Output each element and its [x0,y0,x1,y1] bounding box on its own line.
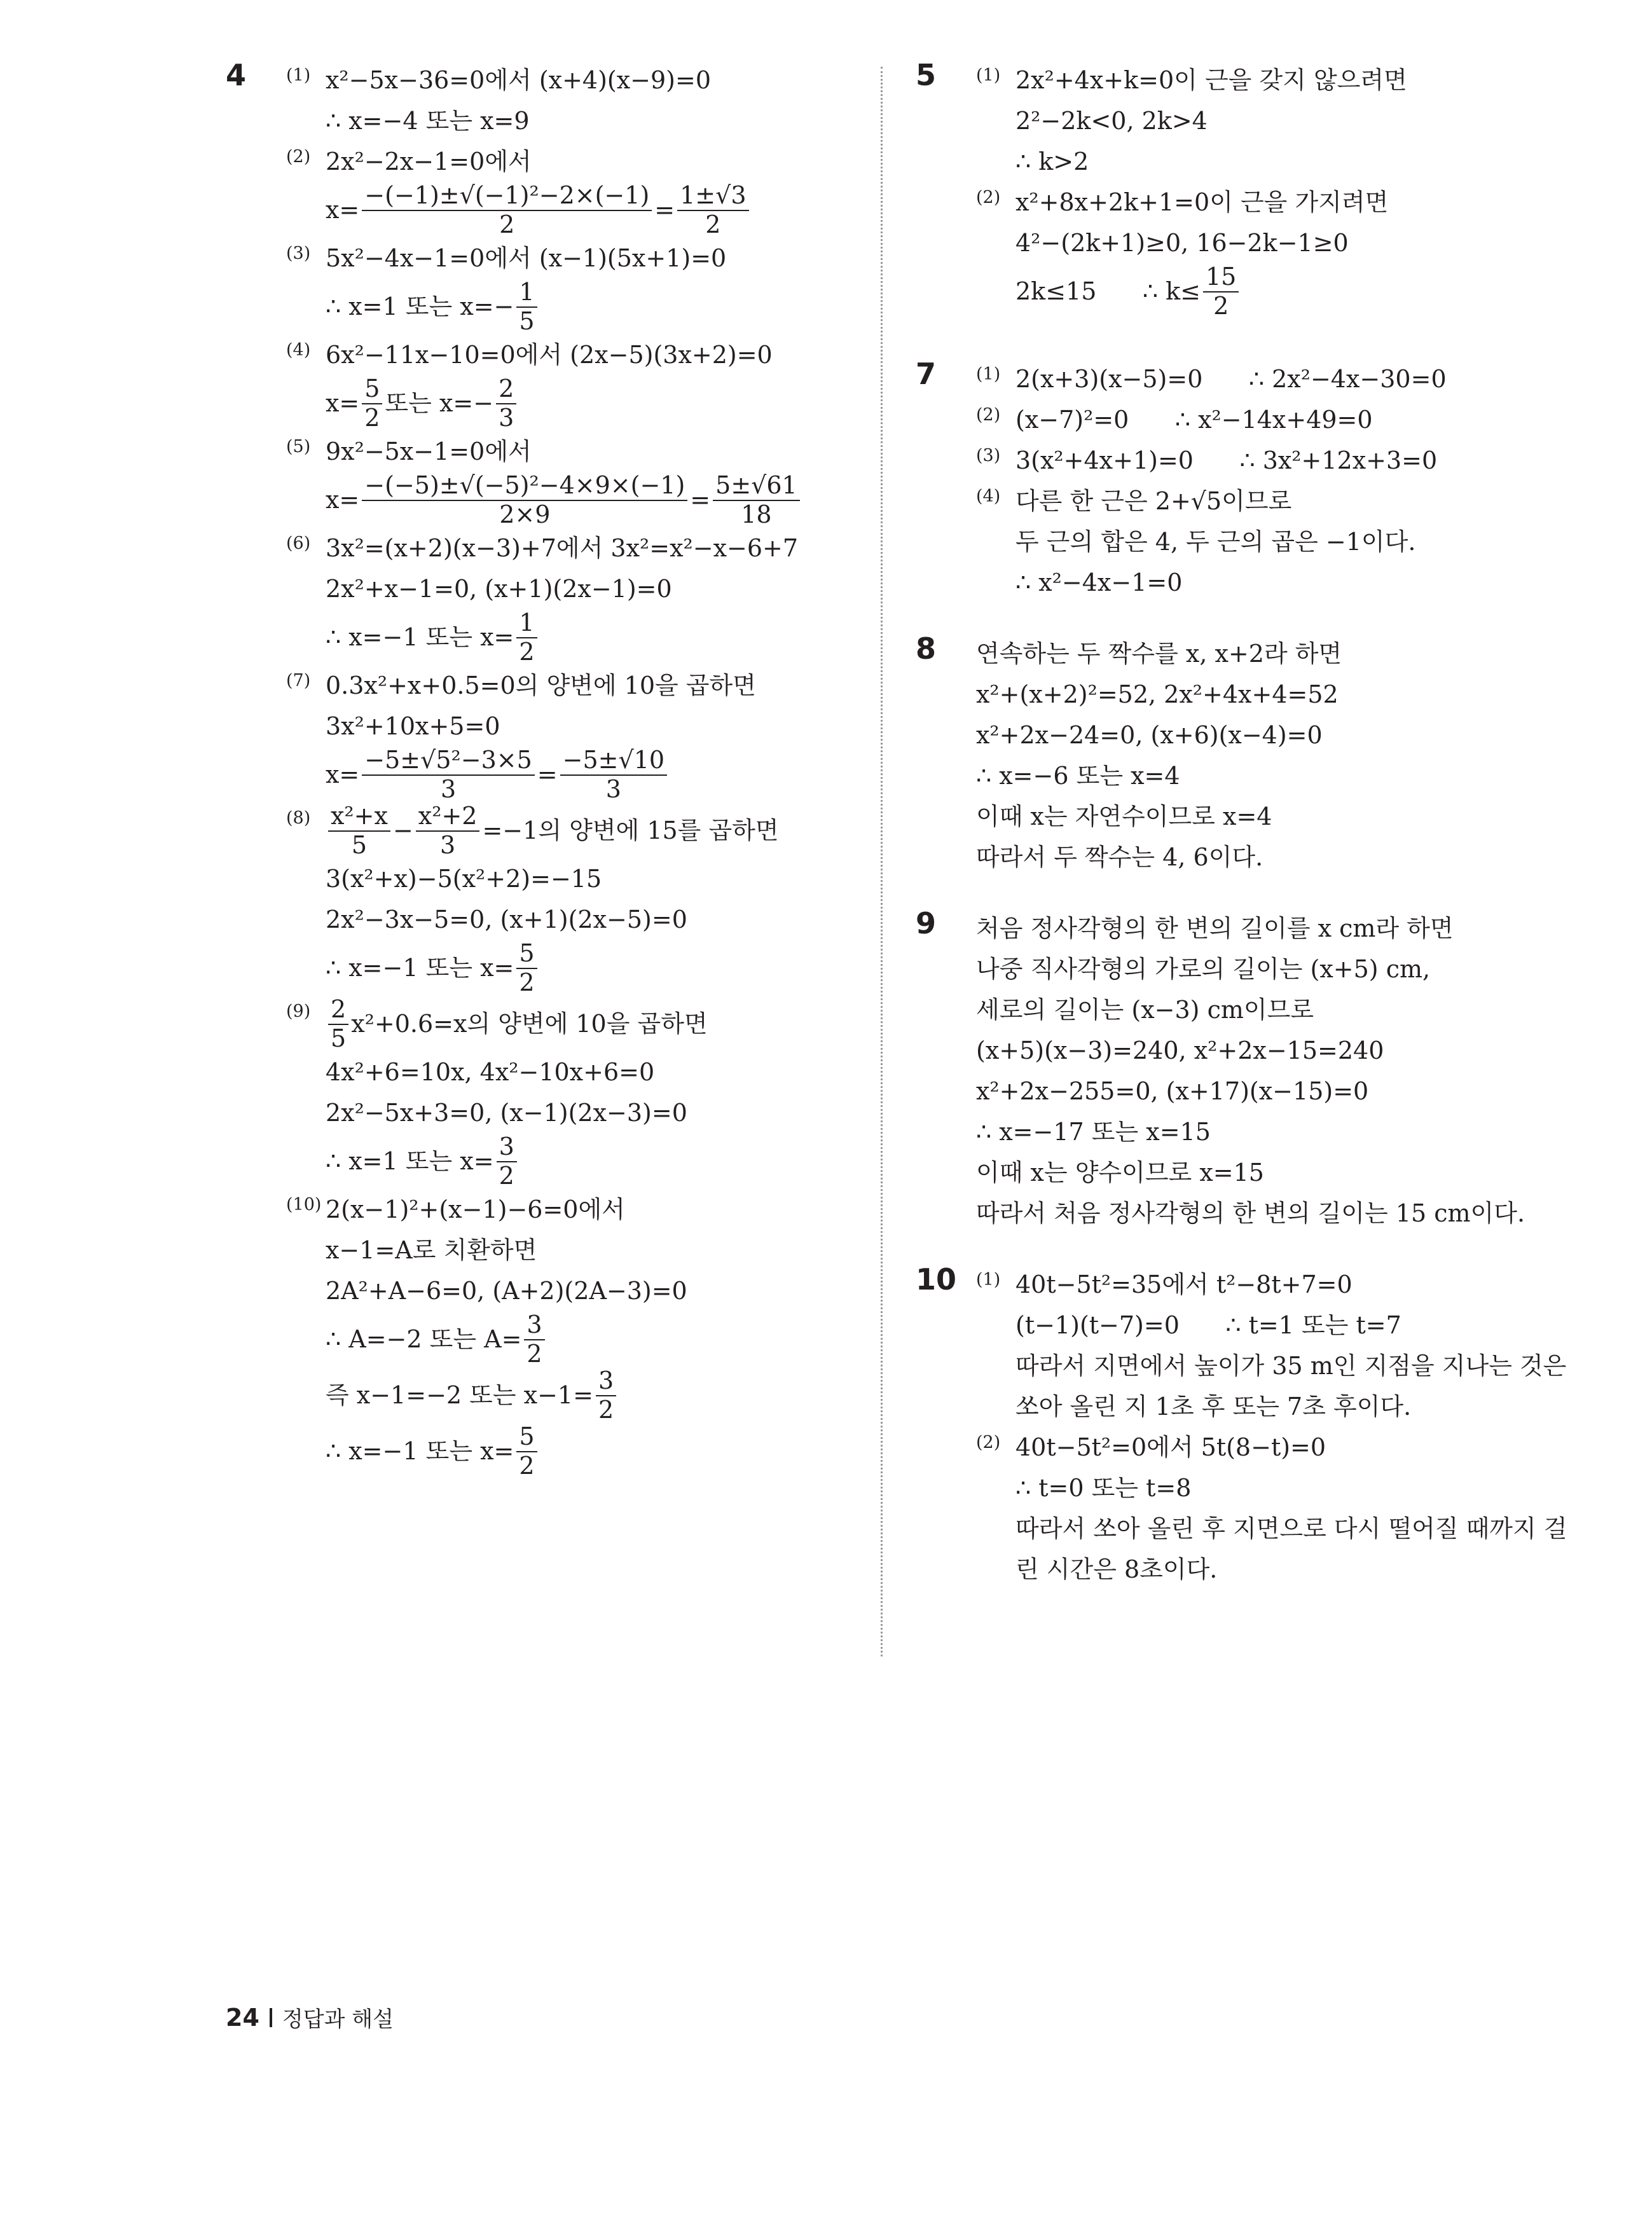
part-label: (6) [286,533,311,553]
solution-line: 이때 x는 양수이므로 x=15 [976,1159,1264,1187]
denominator: 3 [440,775,457,803]
fraction-line [286,182,849,238]
equation-text: − [392,816,413,845]
problem-number: 10 [916,1262,957,1297]
solution-line: 40t−5t²=35에서 t²−8t+7=0 [1015,1270,1353,1299]
solution-line: x−1=A로 치환하면 [326,1236,537,1265]
solution-line: 40t−5t²=0에서 5t(8−t)=0 [1015,1433,1326,1462]
part-2 [286,142,849,238]
solution-line: ∴ x=−17 또는 x=15 [976,1118,1211,1146]
footer-divider [270,2008,272,2027]
equation-text: x= [326,486,360,514]
fraction-line [286,996,849,1052]
problem-7 [916,359,1564,603]
fraction [713,473,800,528]
denominator: 3 [605,775,621,803]
equation-text: ∴ x=−1 또는 x= [326,954,514,982]
equation-text: ∴ A=−2 또는 A= [326,1325,522,1354]
solution-line: 이때 x는 자연수이므로 x=4 [976,802,1272,831]
denominator: 3 [440,831,456,859]
solution-line: (x−7)²=0 ∴ x²−14x+49=0 [1015,406,1373,434]
part-label: (2) [976,1433,1001,1452]
left-column [226,60,849,1480]
fraction-line [286,1424,849,1480]
solution-line: 2(x−1)²+(x−1)−6=0에서 [326,1195,625,1224]
denominator: 2 [519,1452,535,1480]
solution-line: 5x²−4x−1=0에서 (x−1)(5x+1)=0 [326,244,727,273]
numerator: x²+x [328,804,390,832]
solution-line: 린 시간은 8초이다. [1015,1555,1218,1584]
solution-line: 2(x+3)(x−5)=0 ∴ 2x²−4x−30=0 [1015,365,1447,394]
equation-text: 2k≤15 ∴ k≤ [1015,277,1201,306]
part-9 [286,996,849,1190]
fraction-line [286,279,849,335]
fraction [362,183,652,238]
equation-text: = [537,761,558,789]
part-label: (1) [976,364,1001,384]
solution-line: 2A²+A−6=0, (A+2)(2A−3)=0 [326,1277,687,1305]
part-3 [286,238,849,335]
denominator: 3 [499,404,514,432]
denominator: 2×9 [499,500,551,528]
part-label: (10) [286,1195,322,1215]
solution-line: 세로의 길이는 (x−3) cm이므로 [976,996,1314,1024]
problem-8 [916,631,1564,878]
part-1 [976,359,1564,400]
denominator: 2 [499,1162,514,1190]
problem-number: 8 [916,631,937,666]
denominator: 2 [527,1340,542,1368]
part-label: (3) [976,446,1001,465]
fraction [362,748,535,802]
solution-line: 3x²=(x+2)(x−3)+7에서 3x²=x²−x−6+7 [326,534,799,563]
solution-line: 나중 직사각형의 가로의 길이는 (x+5) cm, [976,955,1431,984]
numerator: 1±√3 [677,183,748,211]
part-1 [976,1265,1567,1428]
part-6 [286,528,849,666]
denominator: 2 [1213,292,1229,320]
problem-9 [916,906,1564,1234]
numerator: 5 [516,1424,537,1452]
part-10 [286,1190,849,1480]
numerator: 3 [596,1368,616,1396]
numerator: 2 [496,376,516,404]
problem-5 [916,60,1564,320]
equation-text: x= [326,761,360,789]
page-number: 24 [226,2003,259,2032]
solution-line: ∴ x=−4 또는 x=9 [326,107,530,135]
solution-line: 2x²+4x+k=0이 근을 갖지 않으려면 [1015,66,1407,95]
problem-10 [916,1262,1567,1590]
denominator: 2 [598,1396,614,1424]
fraction [328,997,348,1052]
numerator: 3 [497,1134,517,1162]
fraction-line [286,747,849,803]
solution-line: 3x²+10x+5=0 [326,712,500,741]
equation-text: ∴ x=1 또는 x=− [326,293,514,321]
solution-line: 따라서 지면에서 높이가 35 m인 지점을 지나는 것은 [1015,1352,1567,1380]
numerator: 5 [362,376,382,404]
equation-text: 또는 x=− [385,389,494,418]
fraction-line [286,472,849,528]
right-column [916,58,1567,1590]
solution-line: ∴ k>2 [1015,148,1089,176]
equation-text: ∴ x=−1 또는 x= [326,623,514,652]
problem-number: 9 [916,906,937,940]
solution-line: 2x²−5x+3=0, (x−1)(2x−3)=0 [326,1099,687,1127]
solution-line: 연속하는 두 짝수를 x, x+2라 하면 [976,640,1342,668]
numerator: 3 [524,1312,544,1340]
footer-title: 정답과 해설 [282,2007,394,2032]
equation-text: ∴ x=−1 또는 x= [326,1437,514,1466]
denominator: 18 [741,500,772,528]
numerator: 1 [516,610,537,638]
page-footer [226,2002,394,2033]
fraction-line [976,264,1564,320]
part-4 [976,481,1564,603]
problem-number: 5 [916,58,937,92]
numerator: 1 [516,280,537,308]
denominator: 5 [331,1024,347,1052]
fraction [328,804,390,858]
fraction [516,280,537,334]
solution-line: 따라서 쏘아 올린 후 지면으로 다시 떨어질 때까지 걸 [1015,1515,1567,1543]
fraction [496,376,516,431]
part-label: (4) [976,486,1001,506]
numerator: 5 [516,941,537,969]
part-8 [286,803,849,996]
fraction [516,941,537,996]
fraction-line [286,376,849,432]
denominator: 2 [705,210,721,238]
solution-line: 쏘아 올린 지 1초 후 또는 7초 후이다. [1015,1393,1412,1421]
solution-line: (x+5)(x−3)=240, x²+2x−15=240 [976,1036,1384,1065]
solution-line: ∴ x=−6 또는 x=4 [976,762,1180,790]
fraction [516,1424,537,1479]
solution-line: 따라서 두 짝수는 4, 6이다. [976,843,1263,872]
solution-line: 6x²−11x−10=0에서 (2x−5)(3x+2)=0 [326,341,773,369]
denominator: 5 [519,307,535,335]
denominator: 5 [351,831,368,859]
fraction-line [286,610,849,666]
part-label: (4) [286,340,311,360]
solution-line: 2x²+x−1=0, (x+1)(2x−1)=0 [326,575,672,603]
part-label: (7) [286,671,311,691]
solution-line: x²+2x−255=0, (x+17)(x−15)=0 [976,1077,1369,1106]
problem-number: 4 [226,58,247,92]
solution-line: 2²−2k<0, 2k>4 [1015,107,1208,135]
denominator: 2 [519,638,535,666]
solution-line: x²+2x−24=0, (x+6)(x−4)=0 [976,721,1323,750]
equation-text: x= [326,389,360,418]
numerator: −(−1)±√(−1)²−2×(−1) [362,183,652,211]
equation-text: 즉 x−1=−2 또는 x−1= [326,1381,593,1410]
equation-text: x= [326,196,360,224]
numerator: −(−5)±√(−5)²−4×9×(−1) [362,473,687,501]
solution-line: 4²−(2k+1)≥0, 16−2k−1≥0 [1015,229,1349,258]
numerator: 5±√61 [713,473,800,501]
equation-text: x²+0.6=x의 양변에 10을 곱하면 [351,1010,708,1038]
fraction [362,376,382,431]
problem-number: 7 [916,357,937,391]
solution-line: 4x²+6=10x, 4x²−10x+6=0 [326,1058,655,1087]
fraction-line [286,803,849,859]
solution-line: 2x²−2x−1=0에서 [326,148,532,176]
numerator: x²+2 [416,804,480,832]
part-4 [286,335,849,432]
part-7 [286,666,849,803]
numerator: −5±√5²−3×5 [362,748,535,776]
solution-line: 3(x²+x)−5(x²+2)=−15 [326,865,602,893]
fraction [560,748,667,802]
numerator: 15 [1203,265,1239,293]
fraction-line [286,1368,849,1424]
fraction-line [286,1312,849,1368]
part-label: (8) [286,808,311,828]
part-label: (2) [976,405,1001,425]
denominator: 2 [499,210,515,238]
equation-text: =−1의 양변에 15를 곱하면 [482,816,779,845]
equation-text: = [690,486,711,514]
solution-line: x²+(x+2)²=52, 2x²+4x+4=52 [976,680,1339,709]
part-5 [286,432,849,528]
fraction-line [286,940,849,996]
denominator: 2 [364,404,380,432]
fraction [416,804,480,858]
part-label: (9) [286,1001,311,1021]
column-divider [881,67,883,1656]
problem-4 [226,60,849,1480]
solution-line: 다른 한 근은 2+√5이므로 [1015,487,1292,516]
part-2 [976,182,1564,320]
solution-line: ∴ t=0 또는 t=8 [1015,1474,1192,1503]
part-1 [976,60,1564,182]
solution-line: 두 근의 합은 4, 두 근의 곱은 −1이다. [1015,528,1416,556]
solution-line: 3(x²+4x+1)=0 ∴ 3x²+12x+3=0 [1015,446,1438,475]
solution-line: 따라서 처음 정사각형의 한 변의 길이는 15 cm이다. [976,1199,1525,1228]
part-label: (1) [976,1270,1001,1290]
fraction [524,1312,544,1367]
solution-line: (t−1)(t−7)=0 ∴ t=1 또는 t=7 [1015,1311,1401,1340]
part-3 [976,441,1564,481]
solution-line: x²−5x−36=0에서 (x+4)(x−9)=0 [326,66,712,95]
solution-line: x²+8x+2k+1=0이 근을 가지려면 [1015,188,1389,217]
fraction [677,183,748,238]
fraction-line [286,1134,849,1190]
fraction [596,1368,616,1423]
equation-text: ∴ x=1 또는 x= [326,1147,494,1176]
part-label: (2) [286,147,311,167]
numerator: −5±√10 [560,748,667,776]
numerator: 2 [328,997,348,1025]
fraction [497,1134,517,1189]
part-label: (3) [286,244,311,263]
fraction [516,610,537,665]
equation-text: = [654,196,675,224]
part-label: (1) [976,65,1001,85]
solution-line: 2x²−3x−5=0, (x+1)(2x−5)=0 [326,905,687,934]
fraction [362,473,687,528]
part-1 [286,60,849,142]
part-label: (2) [976,188,1001,207]
part-label: (1) [286,65,311,85]
part-2 [976,400,1564,441]
solution-line: 처음 정사각형의 한 변의 길이를 x cm라 하면 [976,914,1454,943]
solution-line: ∴ x²−4x−1=0 [1015,568,1183,597]
solution-line: 9x²−5x−1=0에서 [326,437,532,466]
solution-line: 0.3x²+x+0.5=0의 양변에 10을 곱하면 [326,671,756,700]
denominator: 2 [519,968,535,996]
part-label: (5) [286,437,311,457]
fraction [1203,265,1239,319]
part-2 [976,1428,1567,1590]
